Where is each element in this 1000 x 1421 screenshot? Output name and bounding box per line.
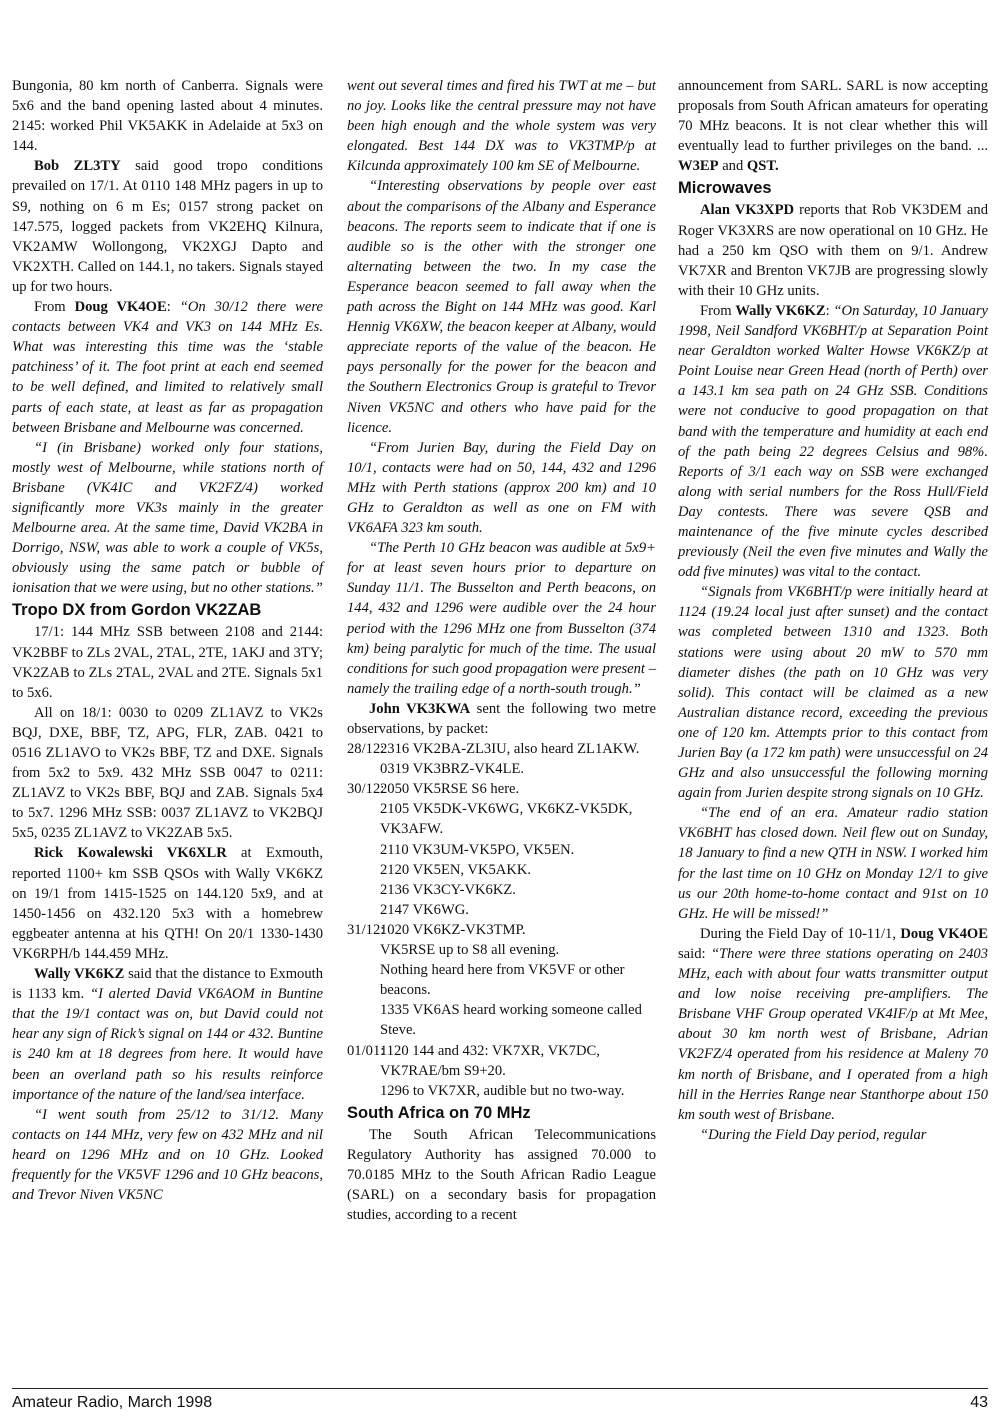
paragraph: 17/1: 144 MHz SSB between 2108 and 2144: VK2BBF to ZLs 2VAL, 2TAL, 2TE, 1AKJ and 3TY; VK2ZAB to ZLs 2TAL, 2VAL and 2TE. Signals 5x1 to 5x6. [12,624,323,701]
log-date: 01/01: [347,1042,385,1059]
page-number: 43 [970,1394,988,1411]
callsign: Wally VK6KZ [34,966,125,983]
log-line [347,860,656,880]
log-date [347,900,380,920]
log-date [347,860,380,880]
paragraph [12,438,323,599]
paragraph [347,538,656,699]
packet-log [347,739,656,1101]
log-text: 2120 VK5EN, VK5AKK. [380,861,532,878]
section-heading: Microwaves [678,179,772,198]
paragraph [347,438,656,538]
log-line [347,920,656,940]
callsign: John VK3KWA [369,700,471,717]
quote: “I (in Brisbane) worked only four stations, mostly west of Melbourne, while stations north of Brisbane (VK4IC and VK2FZ/4) worked significantly more VK3s mainly in the greater Melbourne area. At the same time, David VK2BA in Dorrigo, NSW, was able to work a couple of VK5s, obviously using the same patch or bubble of ionisation that we were using, but no other stations.” [12,439,323,597]
quote: “The Perth 10 GHz beacon was audible at 5x9+ for at least seven hours prior to departure on Sunday 11/1. The Busselton and Perth beacons, on 144, 432 and 1296 were audible over the 24 hour period with the 1296 MHz one from Busselton (374 km) being paralytic for much of the time. The usual conditions for such good propagation were present – namely the trailing edge of a north-south trough.” [347,540,656,697]
callsign: Doug VK4OE [900,925,988,942]
paragraph: Alan VK3XPD reports that Rob VK3DEM and Roger VK3XRS are now operational on 10 GHz. He had a 250 km QSO with them on 9/1. Andrew VK7XR and Brenton VK7JB are progressing slowly with their 10 GHz units. [678,202,988,299]
paragraph: All on 18/1: 0030 to 0209 ZL1AVZ to VK2s BQJ, DXE, BBF, TZ, APG, FLR, ZAB. 0421 to 0516 ZL1AVO to VK2s BBF, TZ and DXE. Signals from 5x2 to 5x9. 432 MHz SSB 0047 to 0211: ZL1AVZ to VK2s BBF, BQJ and ZAB. Signals 5x4 to 5x7. 1296 MHz SSB: 0037 ZL1AVZ to VK2BQJ 5x5, 0235 ZL1AVZ to VK2ZAB 5x5. [12,704,323,842]
paragraph: From Doug VK4OE: “On 30/12 there were contacts between VK4 and VK3 on 144 MHz Es. What was interesting this time was the ‘stable patchiness’ of it. The foot print at each end seemed to be well defined, and limited to relatively small parts of each state, at least as far as propagation between Brisbane and Melbourne was concerned. [12,299,323,436]
column-3 [678,76,988,1145]
paragraph: The South African Telecommunications Regulatory Authority has assigned 70.000 to 70.0185 MHz to the South African Radio League (SARL) on a secondary basis for propagation studies, according to a recent [347,1126,656,1224]
quote: “During the Field Day period, regular [700,1126,927,1143]
quote: “Interesting observations by people over east about the comparisons of the Albany and Esperance beacons. The reports seem to indicate that if one is audible so is the other with the stronger one alternating between the two. In my case the Esperance beacon seemed to fall away when the path across the Bight on 144 MHz was good. Karl Hennig VK6XW, the beacon keeper at Albany, would appreciate reports of the value of the beacon. He pays personally for the power for the beacon and the Southern Electronics Group is grateful to Trevor Niven VK5NC and others who have paid for the licence. [347,178,656,436]
log-date: 28/12: [347,741,385,758]
quote: went out several times and fired his TWT at me – but no joy. Looks like the central pressure may not have been high enough and the whole system was very elongated. Best 144 DX was to VK3TMP/p at Kilcunda approximately 100 km SE of Melbourne. [347,78,656,175]
quote: “I went south from 25/12 to 31/12. Many contacts on 144 MHz, very few on 432 MHz and nil heard on 1296 MHz and on 10 GHz. Looked frequently for the VK5VF 1296 and 10 GHz beacons, and Trevor Niven VK5NC [12,1106,323,1204]
quote: “On 30/12 there were contacts between VK4 and VK3 on 144 MHz Es. What was interesting this time was the ‘stable patchiness’ of it. The foot print at each end seemed to be well defined, and limited to relatively small parts of each state, at least as far as propagation between Brisbane and Melbourne was concerned. [12,299,323,436]
log-line [347,799,656,839]
log-line [347,1081,656,1101]
log-line [347,900,656,920]
log-date [347,960,380,1000]
callsign: Doug VK4OE [74,299,167,316]
log-line [347,759,656,779]
paragraph: Bob ZL3TY said good tropo conditions prevailed on 17/1. At 0110 148 MHz pagers in up to S9, nothing on 6 m Es; 0157 strong packet on 147.575, logged packets from VK2EHQ Kilnura, VK2AMW Wollongong, VK2XGJ Dapto and VK2XTH. Called on 144.1, no takers. Signals stayed up for two hours. [12,158,323,295]
paragraph [347,176,656,437]
log-line [347,1041,656,1081]
log-text: 2105 VK5DK-VK6WG, VK6KZ-VK5DK, VK3AFW. [380,801,633,838]
paragraph [678,1125,988,1145]
quote: “From Jurien Bay, during the Field Day on 10/1, contacts were had on 50, 144, 432 and 1296 MHz with Perth stations (approx 200 km) and 10 GHz to Geraldton as well as one on FM with VK6AFA 323 km south. [347,439,656,537]
log-date [347,940,380,960]
paragraph [347,76,656,176]
log-line [347,960,656,1000]
log-date [347,880,380,900]
log-text: 1020 VK6KZ-VK3TMP. [380,921,526,938]
quote: “There were three stations operating on 2403 MHz, each with about four watts transmitter output and low noise receiving pre-amplifiers. The Brisbane VHF Group operated VK4IF/p at Mt Mee, about 30 km north west of Brisbane, Adrian VK2FZ/4 operated from his residence at Maleny 70 km north of Brisbane, and I operated from a high hill in the Herries Range near Stanthorpe about 150 km south west of Brisbane. [678,945,988,1123]
callsign: Bob ZL3TY [34,158,121,175]
callsign: Rick Kowalewski VK6XLR [34,845,227,862]
paragraph: John VK3KWA sent the following two metre observations, by packet: [347,700,656,737]
log-line [347,840,656,860]
log-date [347,759,380,779]
paragraph: Bungonia, 80 km north of Canberra. Signals were 5x6 and the band opening lasted about 4 minutes. 2145: worked Phil VK5AKK in Adelaide at 5x3 on 144. [12,78,323,155]
log-line [347,1000,656,1040]
source-credit: W3EP [678,158,719,175]
log-text: 2050 VK5RSE S6 here. [380,781,520,798]
log-date [347,1081,380,1101]
publication-info: Amateur Radio, March 1998 [12,1394,213,1411]
page-footer [12,1388,988,1412]
paragraph [678,803,988,924]
log-line [347,880,656,900]
section-heading: South Africa on 70 MHz [347,1103,531,1122]
log-text: 2136 VK3CY-VK6KZ. [380,881,516,898]
callsign: Wally VK6KZ [735,302,826,319]
log-text: 2316 VK2BA-ZL3IU, also heard ZL1AKW. [380,741,640,758]
log-text: 1335 VK6AS heard working someone called Steve. [380,1002,642,1039]
log-text: 0319 VK3BRZ-VK4LE. [380,761,525,778]
column-1 [12,76,323,1205]
log-text: VK5RSE up to S8 all evening. [380,942,560,959]
log-date [347,799,380,839]
log-text: 1120 144 and 432: VK7XR, VK7DC, VK7RAE/bm S9+20. [380,1042,600,1079]
quote: “On Saturday, 10 January 1998, Neil Sandford VK6BHT/p at Separation Point near Geraldton worked Walter Howse VK6KZ/p at Point Louise near Green Head (north of Perth) over a 143.1 km sea path on 24 GHz SSB. Conditions were not conducive to good propagation on that band with the temperature and humidity at each end of the path being 22 degrees Celsius and 98%. Reports of 3/1 each way on SSB were exchanged along with serial numbers for the Ross Hull/Field Day contests. There was severe QSB and maintenance of the five minute cycles described previously (Neil the even five minutes and Wally the odd five minutes) was vital to the contact. [678,302,989,581]
log-date [347,1000,380,1040]
column-2 [347,76,656,1225]
log-text: 2147 VK6WG. [380,901,469,918]
log-text: 1296 to VK7XR, audible but no two-way. [380,1082,625,1099]
source-credit: QST. [746,158,779,175]
paragraph: Wally VK6KZ said that the distance to Exmouth is 1133 km. “I alerted David VK6AOM in Buntine that the 19/1 contact was on, but David could not hear any sign of Rick’s signal on 144 or 432. Buntine is 240 km at 18 degrees from here. It would have been an overland path so his results reinforce importance of the nature of the land/sea interface. [12,966,323,1103]
log-date: 30/12: [347,781,385,798]
paragraph [678,582,988,803]
log-date [347,840,380,860]
log-date: 31/12: [347,921,385,938]
log-text: Nothing heard here from VK5VF or other beacons. [380,962,625,999]
quote: “I alerted David VK6AOM in Buntine that the 19/1 contact was on, but David could not hear any sign of Rick’s signal on 144 or 432. Buntine is 240 km at 18 degrees from here. It would have been an overland path so his results reinforce importance of the nature of the land/sea interface. [12,986,323,1103]
quote: “The end of an era. Amateur radio station VK6BHT has closed down. Neil flew out on Sunday, 18 January to find a new QTH in NSW. I worked him for the last time on 10 GHz on Monday 12/1 to give us our 20th home-to-home contact and 91st on 10 GHz. He will be missed!” [678,805,988,922]
section-heading: Tropo DX from Gordon VK2ZAB [12,601,262,620]
callsign: Alan VK3XPD [700,202,795,219]
quote: “Signals from VK6BHT/p were initially heard at 1124 (19.24 local just after sunset) and the contact was completed between 1310 and 1323. Both stations were using about 20 mW to 570 mm diameter dishes (the path on 10 GHz was very solid). This contact will be claimed as a new Australian distance record, exceeding the previous one of 120 km. Attempts prior to this contact from Jurien Bay (a 172 km path) were unsuccessful on 24 GHz and also unsuccessful the following morning again from Jurien despite strong signals on 10 GHz. [678,584,988,802]
paragraph: announcement from SARL. SARL is now accepting proposals from South African amateurs for operating 70 MHz beacons. It is not clear whether this will eventually lead to further privileges on the band. ... W3EP and QST. [678,78,988,175]
paragraph [12,1105,323,1205]
log-line [347,940,656,960]
paragraph: From Wally VK6KZ: “On Saturday, 10 January 1998, Neil Sandford VK6BHT/p at Separation Point near Geraldton worked Walter Howse VK6KZ/p at Point Louise near Green Head (north of Perth) over a 143.1 km sea path on 24 GHz SSB. Conditions were not conducive to good propagation on that band with the temperature and humidity at each end of the path being 22 degrees Celsius and 98%. Reports of 3/1 each way on SSB were exchanged along with serial numbers for the Ross Hull/Field Day contests. There was severe QSB and maintenance of the five minute cycles described previously (Neil the even five minutes and Wally the odd five minutes) was vital to the contact. [678,302,989,581]
log-text: 2110 VK3UM-VK5PO, VK5EN. [380,841,575,858]
paragraph: During the Field Day of 10-11/1, Doug VK4OE said: “There were three stations operating on 2403 MHz, each with about four watts transmitter output and low noise receiving pre-amplifiers. The Brisbane VHF Group operated VK4IF/p at Mt Mee, about 30 km north west of Brisbane, Adrian VK2FZ/4 operated from his residence at Maleny 70 km north of Brisbane, and I operated from a high hill in the Herries Range near Stanthorpe about 150 km south west of Brisbane. [678,925,988,1123]
log-line [347,779,656,799]
log-line [347,739,656,759]
paragraph: Rick Kowalewski VK6XLR at Exmouth, reported 1100+ km SSB QSOs with Wally VK6KZ on 19/1 from 1415-1525 on 144.120 5x9, and at 1450-1456 on 432.120 5x3 with a homebrew eggbeater antenna at his QTH! On 20/1 1330-1430 VK6RPH/b 144.459 MHz. [12,845,323,962]
